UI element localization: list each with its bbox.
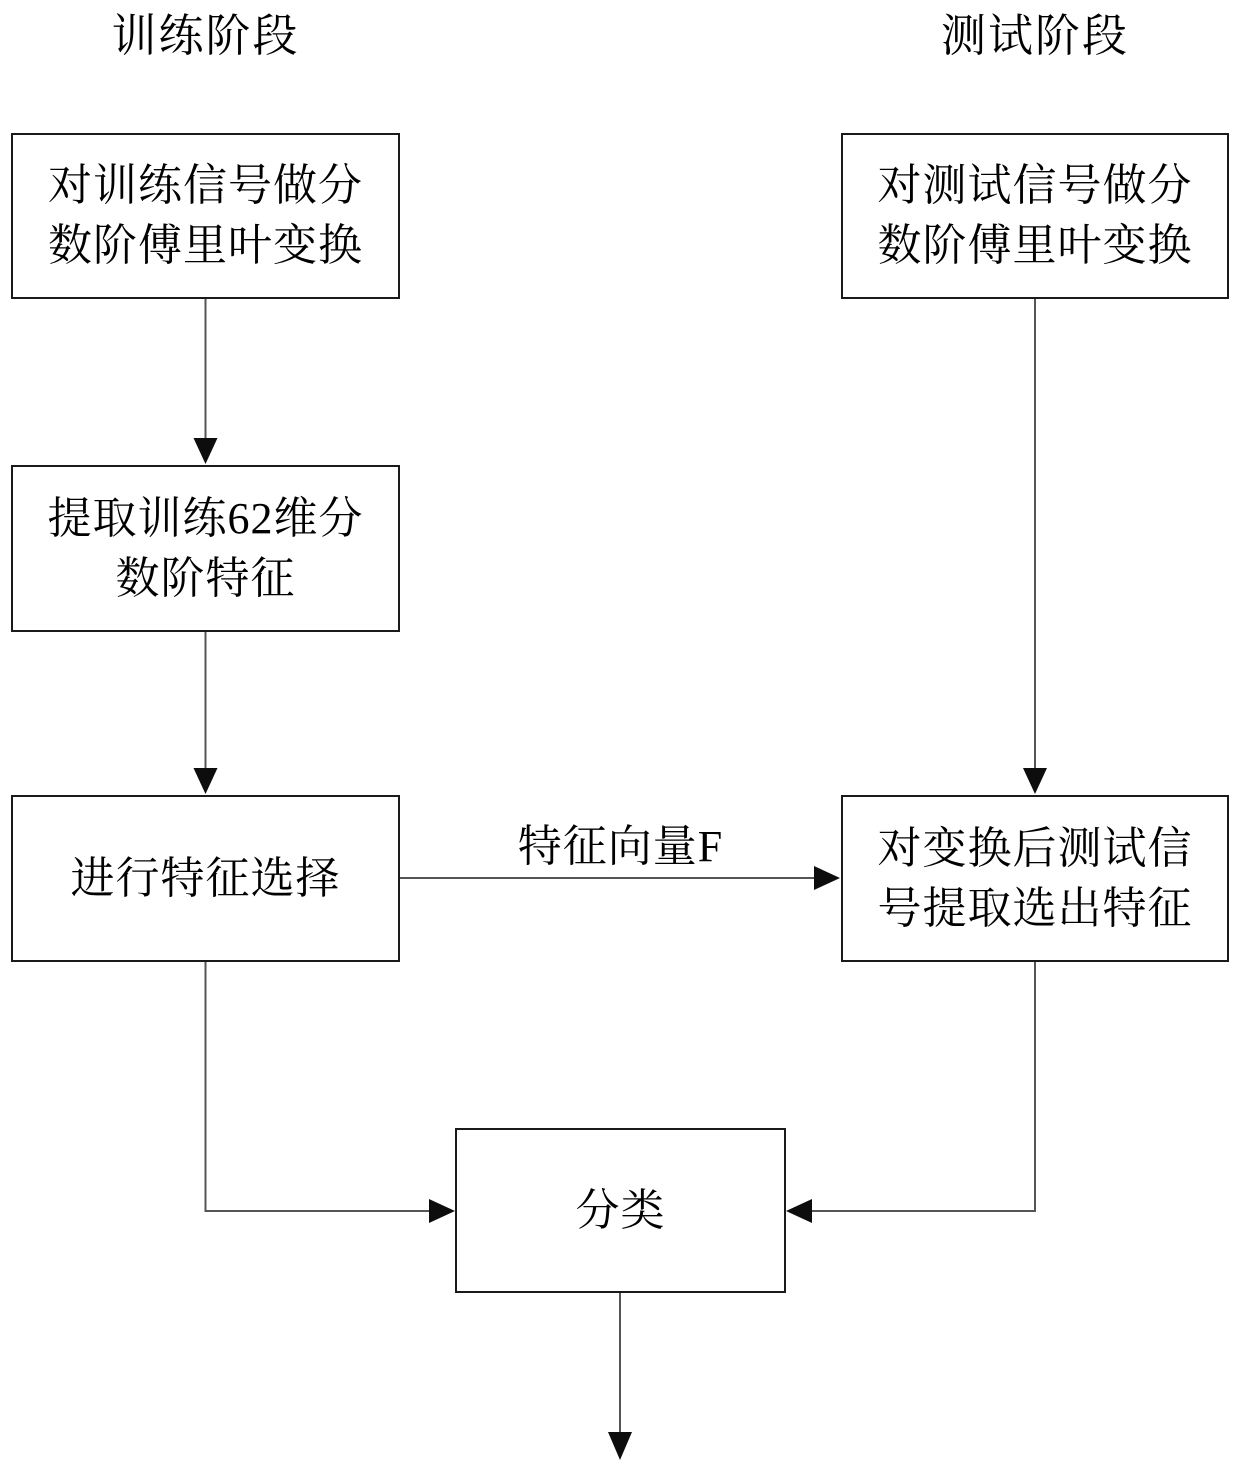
node-classify — [455, 1128, 786, 1293]
edge-select-to-classify-line — [206, 962, 432, 1211]
node-test-frft — [841, 133, 1229, 299]
arrow-down-icon — [608, 1432, 632, 1460]
arrow-right-icon — [429, 1199, 455, 1223]
arrow-down-icon — [194, 768, 218, 794]
node-train-frft-line2: 数阶傅里叶变换 — [48, 221, 363, 270]
arrow-down-icon — [1023, 768, 1047, 794]
node-test-frft-line2: 数阶傅里叶变换 — [877, 221, 1193, 270]
node-test-extract-line2: 号提取选出特征 — [877, 883, 1193, 933]
edge-test-extract-to-classify-line — [810, 962, 1035, 1211]
node-train-extract-line2: 数阶特征 — [115, 553, 296, 603]
testing-phase-title: 测试阶段 — [940, 11, 1129, 61]
arrow-down-icon — [194, 438, 218, 464]
node-classify-line1: 分类 — [575, 1185, 666, 1235]
node-feature-select-line1: 进行特征选择 — [70, 853, 341, 903]
node-train-frft-line1: 对训练信号做分 — [48, 161, 363, 210]
node-train-frft — [11, 133, 400, 299]
node-feature-select — [11, 795, 400, 962]
node-test-extract-line1: 对变换后测试信 — [877, 823, 1193, 873]
node-test-extract — [841, 795, 1229, 962]
node-train-extract-line1: 提取训练62维分 — [47, 493, 364, 543]
node-test-frft-line1: 对测试信号做分 — [877, 161, 1193, 210]
node-train-extract — [11, 465, 400, 632]
arrow-left-icon — [786, 1199, 812, 1223]
feature-vector-label: 特征向量F — [517, 822, 724, 871]
training-phase-title: 训练阶段 — [111, 11, 300, 61]
